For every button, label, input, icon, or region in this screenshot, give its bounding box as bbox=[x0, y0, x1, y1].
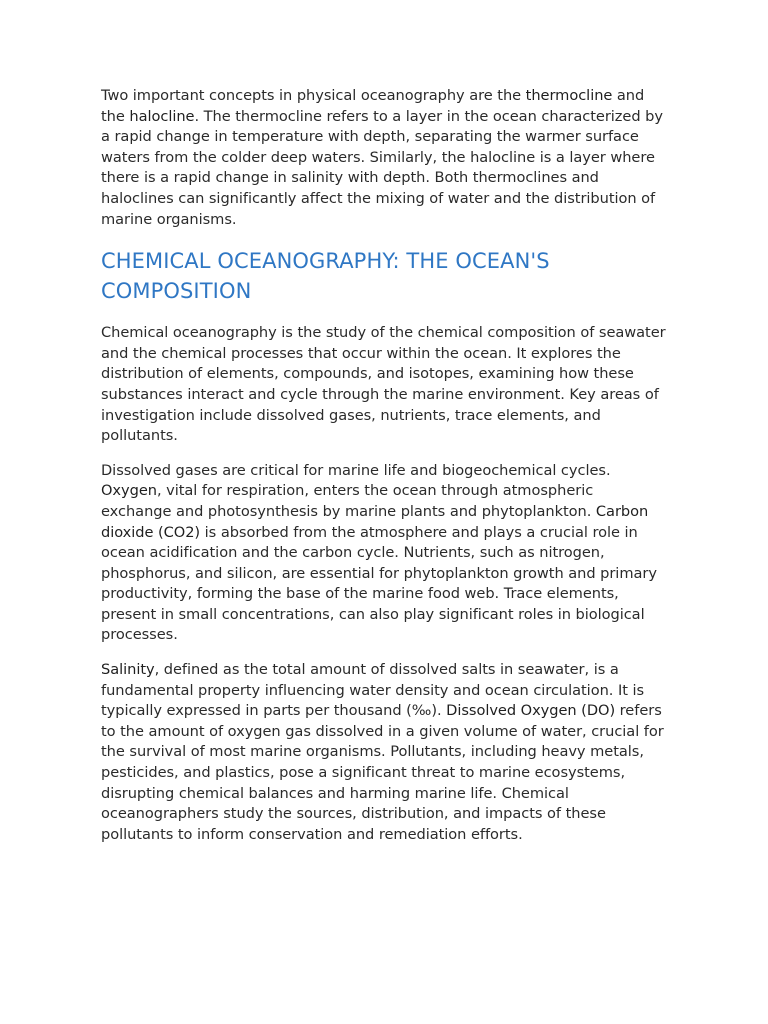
dissolved-gases-text-2: , vital for respiration, enters the ocean through atmospheric exchange and photosynthesis by marine plants and phytoplankton. bbox=[101, 482, 596, 520]
dissolved-gases-paragraph bbox=[101, 461, 668, 646]
term-carbon-dioxide: Carbon dioxide (CO2) bbox=[101, 502, 649, 541]
salinity-paragraph bbox=[101, 660, 668, 845]
section-heading: CHEMICAL OCEANOGRAPHY: THE OCEAN'S COMPOSITION bbox=[101, 249, 550, 304]
term-thermocline: thermocline bbox=[525, 87, 613, 104]
chemical-oceanography-paragraph: Chemical oceanography is the study of the chemical composition of seawater and the chemical processes that occur within the ocean. It explores the distribution of elements, compounds, and isotopes, examining how these substances interact and cycle through the marine environment. Key areas of investigation include dissolved gases, nutrients, trace elements, and pollutants. bbox=[101, 324, 666, 445]
term-salinity: Salinity bbox=[101, 661, 155, 679]
intro-paragraph bbox=[101, 86, 668, 230]
dissolved-gases-text-3: is absorbed from the atmosphere and plays a crucial role in ocean acidification and the carbon cycle. Nutrients, such as nitrogen, phosphorus, and silicon, are essential for phytoplankton growth and primary productivity, forming the base of the marine food web. Trace elements, present in small concentrations, can also play significant roles in biological processes. bbox=[101, 523, 657, 644]
intro-text-2: and the bbox=[101, 87, 645, 125]
term-oxygen: Oxygen bbox=[101, 482, 157, 500]
salinity-text-2: refers to the amount of oxygen gas dissolved in a given volume of water, crucial for the survival of most marine organisms. Pollutants, including heavy metals, pesticides, and plastics, pose a significant threat to marine ecosystems, disrupting chemical balances and harming marine life. Chemical oceanographers study the sources, distribution, and impacts of these pollutants to inform conservation and remediation efforts. bbox=[101, 702, 664, 843]
intro-text-3: . The thermocline refers to a layer in the ocean characterized by a rapid change in temperature with depth, separating the warmer surface waters from the colder deep waters. Similarly, the halocline is a layer where there is a rapid change in salinity with depth. Both thermoclines and haloclines can significantly affect the mixing of water and the distribution of marine organisms. bbox=[101, 107, 663, 228]
dissolved-gases-text-1: Dissolved gases are critical for marine life and biogeochemical cycles. bbox=[101, 461, 611, 479]
salinity-text-1: , defined as the total amount of dissolved salts in seawater, is a fundamental property influencing water density and ocean circulation. It is typically expressed in parts per thousand (‰). bbox=[101, 661, 645, 720]
intro-text-1: Two important concepts in physical oceanography are the bbox=[101, 87, 526, 104]
term-dissolved-oxygen: Dissolved Oxygen (DO) bbox=[446, 702, 616, 720]
term-halocline: halocline bbox=[129, 107, 195, 125]
